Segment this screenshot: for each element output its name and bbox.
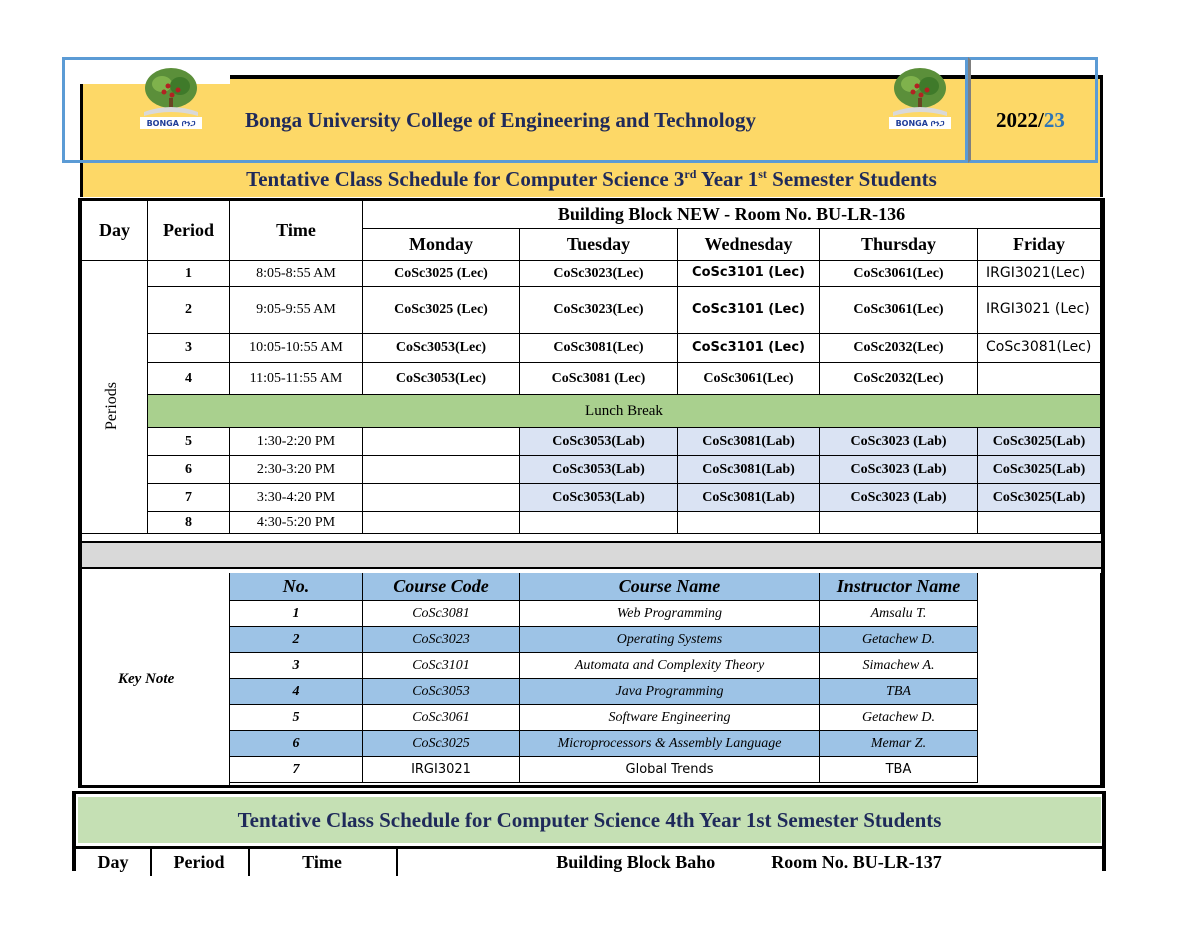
period-number: 8: [148, 512, 230, 534]
schedule-table: [78, 198, 1105, 788]
keynote-instructor[interactable]: Simachew A.: [820, 653, 978, 679]
logo-text: BONGA ቦንጋ: [895, 119, 945, 128]
schedule-cell[interactable]: CoSc3023(Lec): [520, 287, 678, 334]
keynote-code[interactable]: CoSc3023: [363, 627, 520, 653]
time-slot: 10:05-10:55 AM: [230, 334, 363, 363]
schedule-cell[interactable]: CoSc3025(Lab): [978, 428, 1101, 456]
schedule-cell[interactable]: CoSc3023(Lec): [520, 261, 678, 287]
keynote-name-header: Course Name: [520, 573, 820, 601]
keynote-no: 2: [230, 627, 363, 653]
keynote-course-name[interactable]: Microprocessors & Assembly Language: [520, 731, 820, 757]
keynote-code[interactable]: IRGI3021: [363, 757, 520, 783]
keynote-no-header: No.: [230, 573, 363, 601]
schedule-cell[interactable]: CoSc2032(Lec): [820, 363, 978, 395]
keynote-code[interactable]: CoSc3061: [363, 705, 520, 731]
schedule-cell[interactable]: CoSc3081(Lab): [678, 456, 820, 484]
schedule-cell[interactable]: [520, 512, 678, 534]
schedule-cell[interactable]: CoSc3081(Lab): [678, 428, 820, 456]
keynote-no: 4: [230, 679, 363, 705]
keynote-course-name[interactable]: Web Programming: [520, 601, 820, 627]
separator-band: [82, 541, 1101, 569]
schedule-cell[interactable]: CoSc3081(Lec): [520, 334, 678, 363]
day-wednesday: Wednesday: [678, 229, 820, 261]
schedule-cell[interactable]: CoSc3053(Lab): [520, 484, 678, 512]
keynote-code[interactable]: CoSc3101: [363, 653, 520, 679]
schedule-cell[interactable]: IRGI3021 (Lec): [978, 287, 1101, 334]
title-part: Year 1: [696, 167, 759, 191]
keynote-no: 5: [230, 705, 363, 731]
keynote-instructor-header: Instructor Name: [820, 573, 978, 601]
day-tuesday: Tuesday: [520, 229, 678, 261]
periods-label: Periods: [103, 382, 120, 430]
university-logo-right: [883, 62, 957, 130]
schedule-cell[interactable]: CoSc3025(Lab): [978, 456, 1101, 484]
schedule-cell[interactable]: CoSc3101 (Lec): [678, 261, 820, 287]
schedule-cell[interactable]: [978, 363, 1101, 395]
schedule-cell[interactable]: CoSc3053(Lec): [363, 363, 520, 395]
fy-room: Room No. BU-LR-137: [771, 852, 942, 872]
time-slot: 2:30-3:20 PM: [230, 456, 363, 484]
period-number: 1: [148, 261, 230, 287]
schedule-cell[interactable]: CoSc3101 (Lec): [678, 334, 820, 363]
keynote-no: 7: [230, 757, 363, 783]
schedule-cell[interactable]: CoSc3025 (Lec): [363, 261, 520, 287]
schedule-cell[interactable]: [978, 512, 1101, 534]
schedule-cell[interactable]: CoSc3081(Lab): [678, 484, 820, 512]
schedule-cell[interactable]: CoSc3061(Lec): [820, 261, 978, 287]
keynote-code-header: Course Code: [363, 573, 520, 601]
lunch-break: Lunch Break: [148, 395, 1101, 428]
time-slot: 1:30-2:20 PM: [230, 428, 363, 456]
time-slot: 4:30-5:20 PM: [230, 512, 363, 534]
keynote-course-name[interactable]: Automata and Complexity Theory: [520, 653, 820, 679]
year-suffix: 23: [1043, 108, 1065, 132]
period-number: 2: [148, 287, 230, 334]
schedule-cell[interactable]: CoSc3061(Lec): [678, 363, 820, 395]
time-slot: 3:30-4:20 PM: [230, 484, 363, 512]
period-number: 5: [148, 428, 230, 456]
day-header: Day: [82, 201, 148, 261]
fy-building: Building Block Baho: [556, 852, 716, 872]
schedule-cell[interactable]: CoSc3025(Lab): [978, 484, 1101, 512]
keynote-instructor[interactable]: TBA: [820, 679, 978, 705]
schedule-cell[interactable]: CoSc3023 (Lab): [820, 456, 978, 484]
keynote-no: 6: [230, 731, 363, 757]
keynote-course-name[interactable]: Operating Systems: [520, 627, 820, 653]
divider: [150, 849, 152, 876]
schedule-cell[interactable]: [363, 428, 520, 456]
schedule-cell[interactable]: IRGI3021(Lec): [978, 261, 1101, 287]
schedule-cell[interactable]: CoSc3081 (Lec): [520, 363, 678, 395]
fy-day-header: Day: [76, 846, 150, 876]
period-number: 6: [148, 456, 230, 484]
academic-year: [996, 108, 1065, 133]
schedule-cell[interactable]: CoSc3061(Lec): [820, 287, 978, 334]
day-thursday: Thursday: [820, 229, 978, 261]
year-prefix: 2022/: [996, 108, 1044, 132]
university-title: Bonga University College of Engineering and Technology: [245, 108, 757, 132]
schedule-cell[interactable]: CoSc2032(Lec): [820, 334, 978, 363]
building-header: Building Block NEW - Room No. BU-LR-136: [363, 201, 1101, 229]
fy-period-header: Period: [150, 846, 248, 876]
keynote-no: 1: [230, 601, 363, 627]
fourth-year-title: Tentative Class Schedule for Computer Science 4th Year 1st Semester Students: [78, 797, 1101, 843]
schedule-cell[interactable]: [363, 484, 520, 512]
schedule-cell[interactable]: [820, 512, 978, 534]
time-header: Time: [230, 201, 363, 261]
title-part: Semester Students: [766, 167, 937, 191]
fy-building-row: [396, 846, 1102, 876]
schedule-cell[interactable]: CoSc3023 (Lab): [820, 484, 978, 512]
title-sup: st: [758, 167, 767, 181]
keynote-code[interactable]: CoSc3025: [363, 731, 520, 757]
schedule-title: [80, 167, 1103, 192]
keynote-instructor[interactable]: Getachew D.: [820, 627, 978, 653]
keynote-course-name[interactable]: Software Engineering: [520, 705, 820, 731]
period-number: 7: [148, 484, 230, 512]
logo-text: BONGA ቦንጋ: [146, 119, 196, 128]
title-part: Tentative Class Schedule for Computer Science 3: [246, 167, 685, 191]
schedule-cell[interactable]: CoSc3053(Lab): [520, 456, 678, 484]
schedule-cell[interactable]: CoSc3023 (Lab): [820, 428, 978, 456]
keynote-code[interactable]: CoSc3081: [363, 601, 520, 627]
schedule-cell[interactable]: [363, 512, 520, 534]
schedule-cell[interactable]: [678, 512, 820, 534]
schedule-cell[interactable]: [363, 456, 520, 484]
time-slot: 8:05-8:55 AM: [230, 261, 363, 287]
title-sup: rd: [684, 167, 697, 181]
keynote-no: 3: [230, 653, 363, 679]
schedule-cell[interactable]: CoSc3025 (Lec): [363, 287, 520, 334]
period-number: 3: [148, 334, 230, 363]
keynote-code[interactable]: CoSc3053: [363, 679, 520, 705]
time-slot: 9:05-9:55 AM: [230, 287, 363, 334]
keynote-course-name[interactable]: Global Trends: [520, 757, 820, 783]
keynote-right-blank: [978, 573, 1101, 788]
time-slot: 11:05-11:55 AM: [230, 363, 363, 395]
period-header: Period: [148, 201, 230, 261]
day-monday: Monday: [363, 229, 520, 261]
keynote-course-name[interactable]: Java Programming: [520, 679, 820, 705]
keynote-instructor[interactable]: TBA: [820, 757, 978, 783]
keynote-instructor[interactable]: Getachew D.: [820, 705, 978, 731]
keynote-instructor[interactable]: Amsalu T.: [820, 601, 978, 627]
day-friday: Friday: [978, 229, 1101, 261]
keynote-label: Key Note: [118, 671, 175, 687]
fy-time-header: Time: [248, 846, 396, 876]
divider: [248, 849, 250, 876]
period-number: 4: [148, 363, 230, 395]
schedule-cell[interactable]: CoSc3101 (Lec): [678, 287, 820, 334]
divider: [396, 849, 398, 876]
schedule-cell[interactable]: CoSc3053(Lec): [363, 334, 520, 363]
university-logo-left: [134, 62, 208, 130]
keynote-instructor[interactable]: Memar Z.: [820, 731, 978, 757]
schedule-cell[interactable]: CoSc3053(Lab): [520, 428, 678, 456]
schedule-cell[interactable]: CoSc3081(Lec): [978, 334, 1101, 363]
